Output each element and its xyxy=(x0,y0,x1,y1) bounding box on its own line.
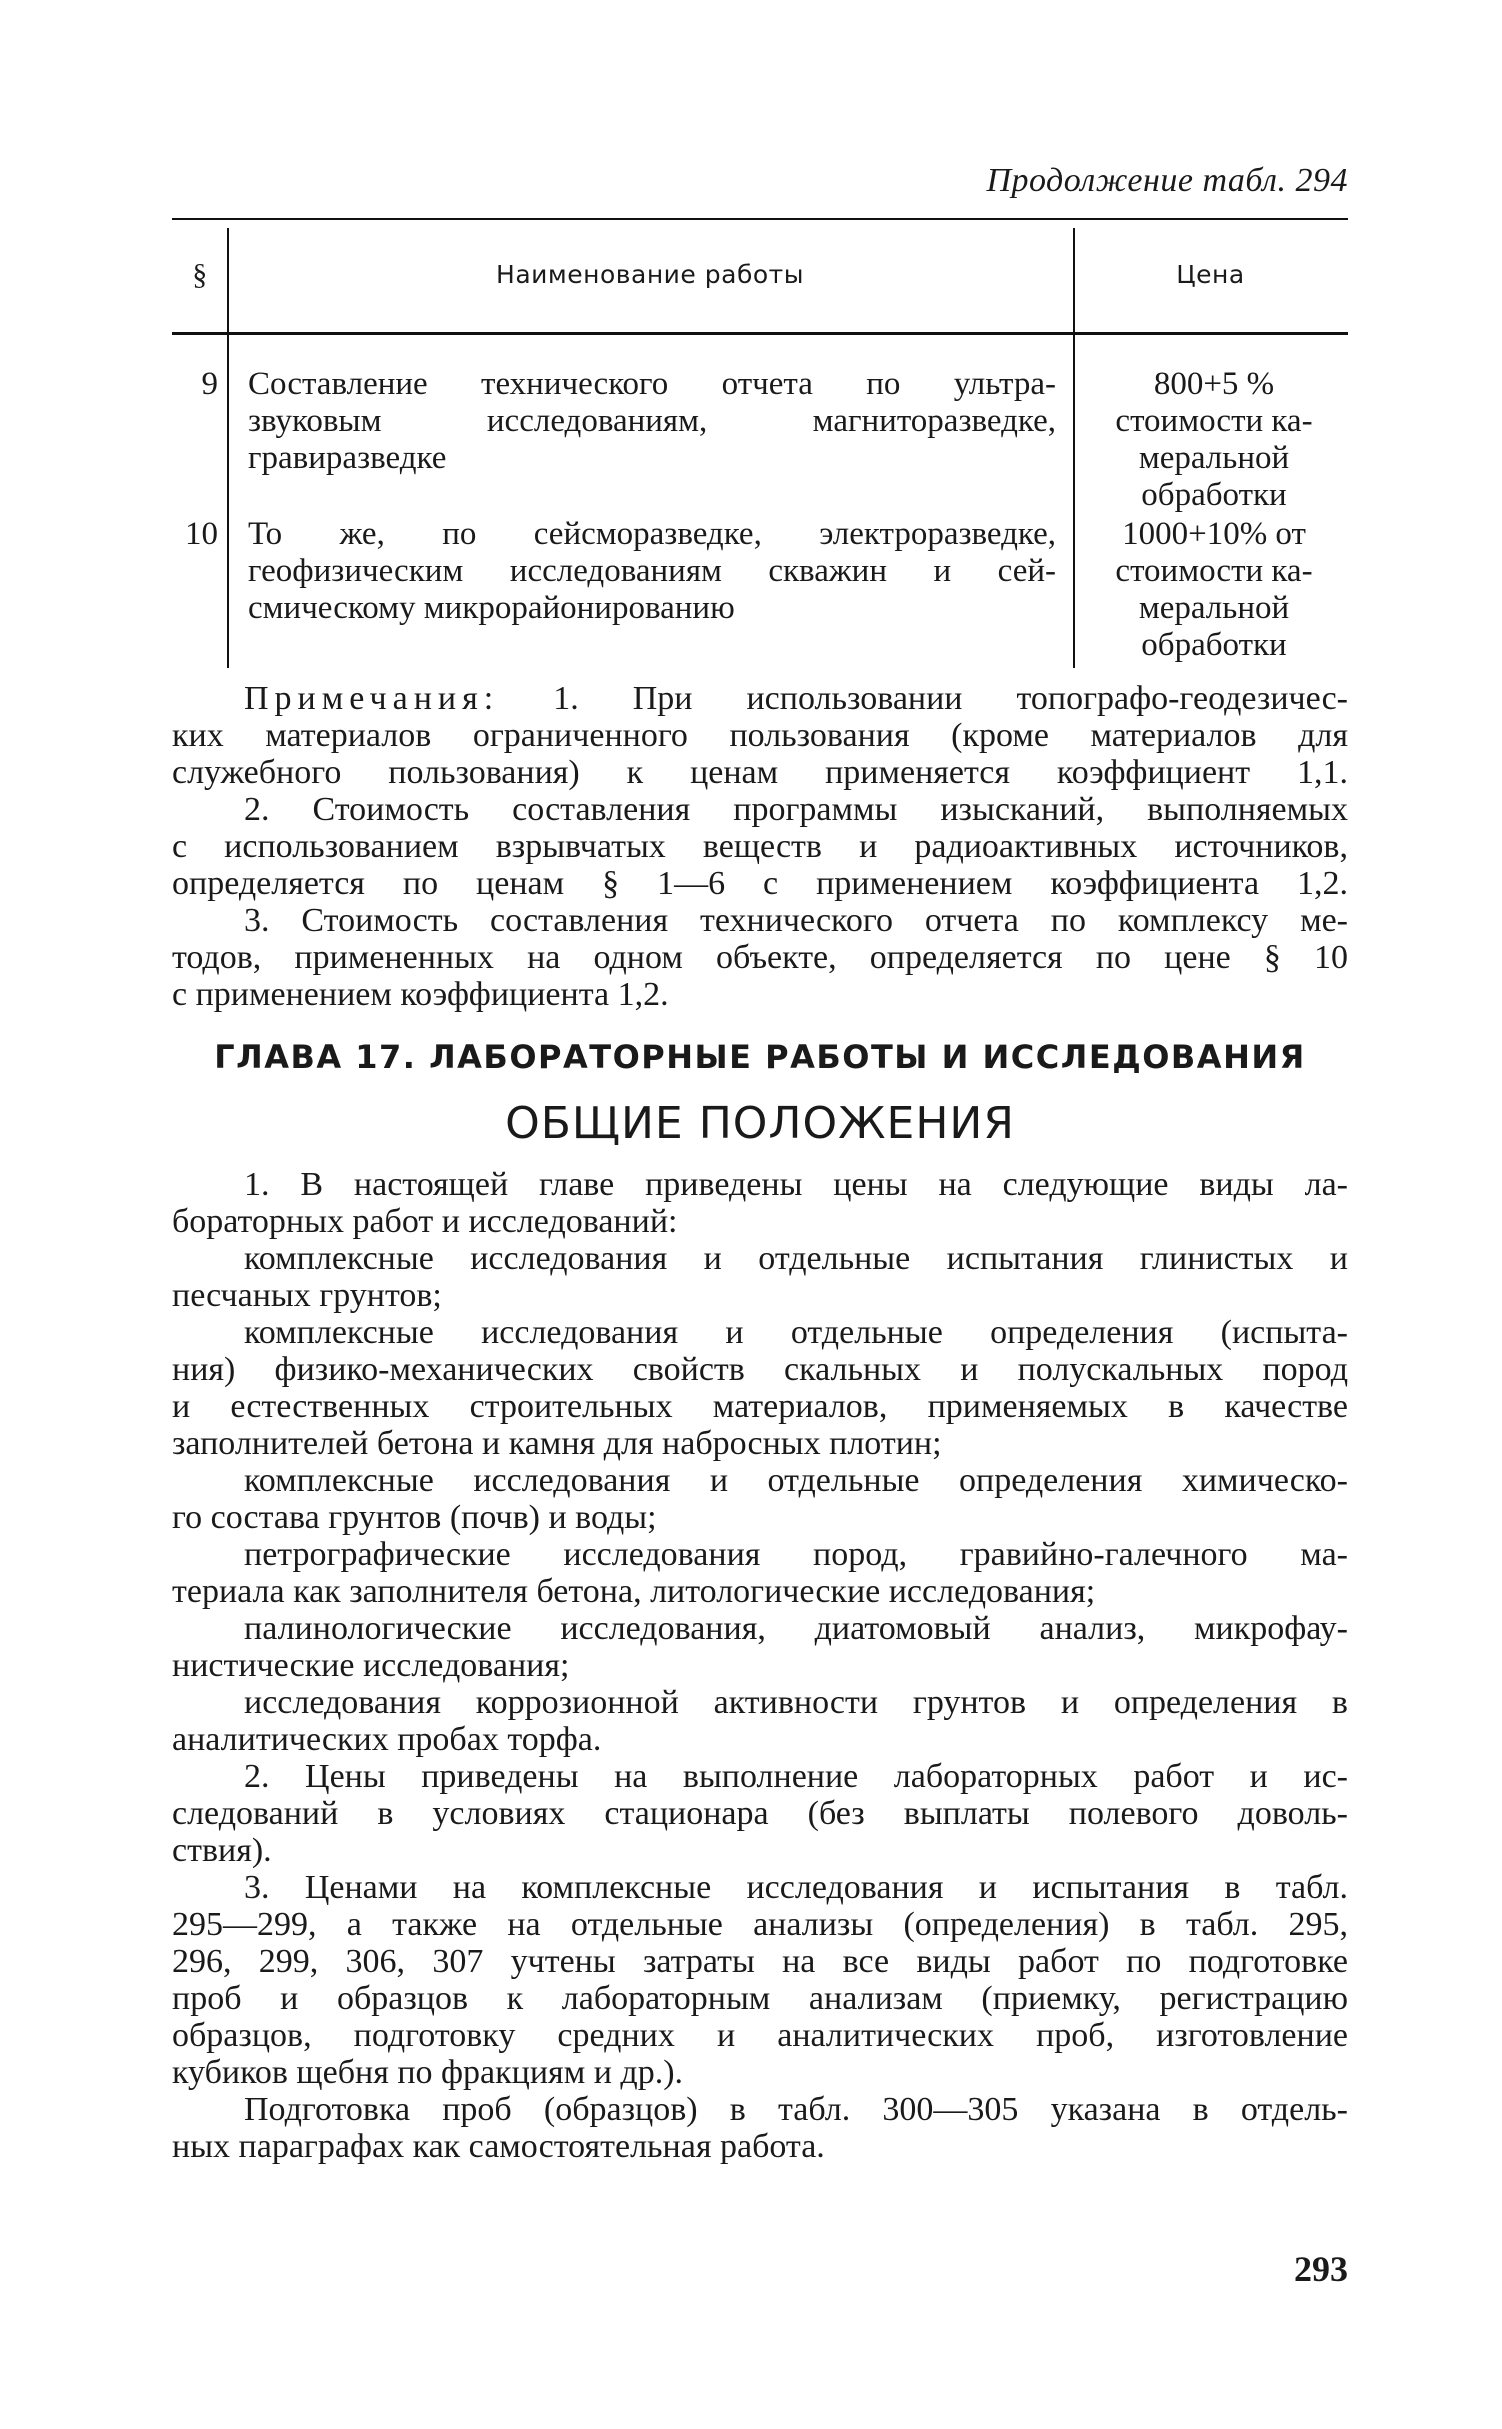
row-price xyxy=(1084,516,1344,664)
text-line: обработки xyxy=(1141,627,1287,663)
text-line: 296, 299, 306, 307 учтены затраты на все виды работ по подготовке xyxy=(172,1943,1348,1980)
table-continuation-label: Продолжение табл. 294 xyxy=(986,162,1348,199)
text-line: меральной xyxy=(1138,590,1290,626)
text-line: смическому микрорайонированию xyxy=(248,590,735,626)
text-line: определяется по ценам § 1—6 с применением коэффициента 1,2. xyxy=(172,865,1348,902)
text-line: 2. Стоимость составления программы изысканий, выполняемых xyxy=(244,791,1348,828)
list-item xyxy=(172,1536,1348,1610)
list-item xyxy=(172,1240,1348,1314)
row-number: 10 xyxy=(185,516,218,552)
section-title: ОБЩИЕ ПОЛОЖЕНИЯ xyxy=(505,1098,1015,1149)
table-column-divider xyxy=(227,228,229,668)
paragraph-2 xyxy=(172,1758,1348,1869)
text-line: нистические исследования; xyxy=(172,1647,570,1684)
note-3 xyxy=(172,902,1348,1013)
paragraph-3 xyxy=(172,1869,1348,2091)
text-line: меральной xyxy=(1138,440,1290,476)
text-line: звуковым исследованиям, магниторазведке, xyxy=(248,403,1056,439)
text-line: исследования коррозионной активности грунтов и определения в xyxy=(244,1684,1348,1721)
text-line: аналитических пробах торфа. xyxy=(172,1721,602,1758)
list-item xyxy=(172,1684,1348,1758)
text-line: териала как заполнителя бетона, литологические исследования; xyxy=(172,1573,1096,1610)
notes-label: Примечания: xyxy=(244,680,500,717)
text-line: геофизическим исследованиям скважин и сей- xyxy=(248,553,1056,589)
row-work-name xyxy=(248,366,1056,477)
row-price xyxy=(1084,366,1344,514)
notes xyxy=(172,680,1348,1013)
header-work-name: Наименование работы xyxy=(496,260,804,289)
text-line xyxy=(172,680,1348,717)
paragraph-1 xyxy=(172,1166,1348,1240)
table-column-divider xyxy=(1073,228,1075,668)
document-page xyxy=(172,0,1348,2429)
chapter-title: ГЛАВА 17. ЛАБОРАТОРНЫЕ РАБОТЫ И ИССЛЕДОВАНИЯ xyxy=(214,1038,1306,1076)
text-line: комплексные исследования и отдельные определения химическо- xyxy=(244,1462,1348,1499)
text-line: То же, по сейсморазведке, электроразведке, xyxy=(248,516,1056,552)
text-line: обработки xyxy=(1141,477,1287,513)
text-line: ствия). xyxy=(172,1832,272,1869)
text-line: 3. Стоимость составления технического отчета по комплексу ме- xyxy=(244,902,1348,939)
text-line: тодов, примененных на одном объекте, определяется по цене § 10 xyxy=(172,939,1348,976)
text-line: 295—299, а также на отдельные анализы (определения) в табл. 295, xyxy=(172,1906,1348,1943)
body-text xyxy=(172,1166,1348,2165)
text-line: стоимости ка- xyxy=(1115,553,1313,589)
text-line: кубиков щебня по фракциям и др.). xyxy=(172,2054,684,2091)
header-section-sign: § xyxy=(192,258,208,291)
text-line: комплексные исследования и отдельные испытания глинистых и xyxy=(244,1240,1348,1277)
text-line: с применением коэффициента 1,2. xyxy=(172,976,669,1013)
text-line: ния) физико-механических свойств скальных и полускальных пород xyxy=(172,1351,1348,1388)
text-line: 1. В настоящей главе приведены цены на следующие виды ла- xyxy=(244,1166,1348,1203)
text-line: петрографические исследования пород, гравийно-галечного ма- xyxy=(244,1536,1348,1573)
header-price: Цена xyxy=(1176,260,1245,289)
text-line: Составление технического отчета по ультра- xyxy=(248,366,1056,402)
text-line: и естественных строительных материалов, применяемых в качестве xyxy=(172,1388,1348,1425)
text-line: следований в условиях стационара (без выплаты полевого доволь- xyxy=(172,1795,1348,1832)
text-line: комплексные исследования и отдельные определения (испыта- xyxy=(244,1314,1348,1351)
text-line: песчаных грунтов; xyxy=(172,1277,442,1314)
text-line: бораторных работ и исследований: xyxy=(172,1203,678,1240)
text-line: образцов, подготовку средних и аналитических проб, изготовление xyxy=(172,2017,1348,2054)
row-number: 9 xyxy=(201,366,218,402)
text-line: 800+5 % xyxy=(1153,366,1275,402)
paragraph-4 xyxy=(172,2091,1348,2165)
text-line: проб и образцов к лабораторным анализам (приемку, регистрацию xyxy=(172,1980,1348,2017)
list-item xyxy=(172,1610,1348,1684)
text-line: ких материалов ограниченного пользования (кроме материалов для xyxy=(172,717,1348,754)
text-line: заполнителей бетона и камня для набросных плотин; xyxy=(172,1425,942,1462)
text-line: стоимости ка- xyxy=(1115,403,1313,439)
text-line: 2. Цены приведены на выполнение лабораторных работ и ис- xyxy=(244,1758,1348,1795)
list-item xyxy=(172,1462,1348,1536)
text-line: 1000+10% от xyxy=(1122,516,1306,552)
note-1 xyxy=(172,680,1348,791)
text-line: ных параграфах как самостоятельная работа. xyxy=(172,2128,825,2165)
text-line: Подготовка проб (образцов) в табл. 300—305 указана в отдель- xyxy=(244,2091,1348,2128)
text-line: гравиразведке xyxy=(248,440,447,476)
table-top-rule xyxy=(172,218,1348,220)
table-header-rule xyxy=(172,332,1348,335)
text-fragment: 1. При использовании топографо-геодезичес- xyxy=(553,680,1348,717)
page-number: 293 xyxy=(1294,2249,1348,2289)
text-line: 3. Ценами на комплексные исследования и испытания в табл. xyxy=(244,1869,1348,1906)
row-work-name xyxy=(248,516,1056,627)
price-table xyxy=(172,218,1348,676)
text-line: палинологические исследования, диатомовый анализ, микрофау- xyxy=(244,1610,1348,1647)
text-line: го состава грунтов (почв) и воды; xyxy=(172,1499,657,1536)
list-item xyxy=(172,1314,1348,1462)
text-line: с использованием взрывчатых веществ и радиоактивных источников, xyxy=(172,828,1348,865)
note-2 xyxy=(172,791,1348,902)
text-line: служебного пользования) к ценам применяется коэффициент 1,1. xyxy=(172,754,1348,791)
